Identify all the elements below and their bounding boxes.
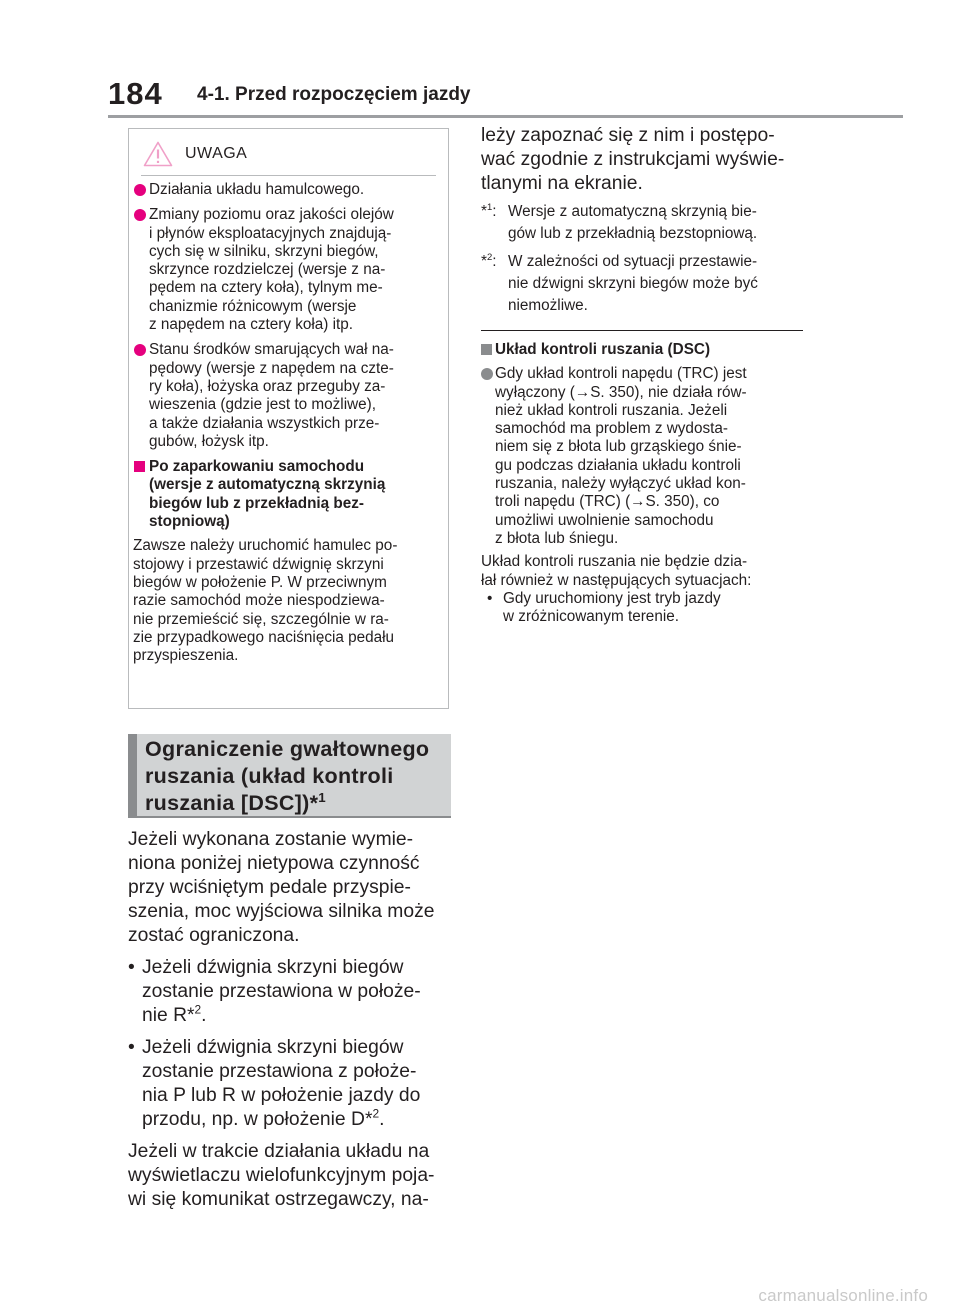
text-line-text: nie R* — [142, 1005, 195, 1026]
text-line: wieszenia (gdzie jest to możliwe), — [149, 396, 376, 414]
text-line: niem się z błota lub grząskiego śnie- — [495, 438, 742, 456]
page-number: 184 — [108, 76, 163, 111]
footnote-text: niemożliwe. — [508, 297, 588, 314]
text-line: ruszania, należy wyłączyć układ kon- — [495, 475, 746, 493]
text-line: Układ kontroli ruszania nie będzie dzia- — [481, 553, 748, 571]
footnote-ref: 2 — [372, 1106, 380, 1121]
header-rule — [108, 115, 903, 118]
continuation-paragraph — [481, 124, 811, 196]
text-line: stojowy i przestawić dźwignię skrzyni — [133, 555, 384, 573]
period: . — [201, 1005, 207, 1026]
text-line: Po zaparkowaniu samochodu — [149, 458, 365, 476]
text-line: Jeżeli dźwignia skrzyni biegów — [142, 1037, 404, 1058]
text-line: umożliwi uwolnienie samochodu — [495, 511, 714, 529]
pink-bullet-icon — [134, 184, 146, 196]
text-line — [142, 1108, 458, 1132]
text-line: Działania układu hamulcowego. — [149, 181, 365, 198]
text-line: troli napędu (TRC) (→S. 350), co — [495, 493, 720, 511]
footnote-asterisk: * — [481, 203, 487, 220]
footnote-mark — [481, 201, 496, 223]
warning-header — [143, 141, 247, 167]
footnote-ref: 2 — [194, 1002, 202, 1017]
text-line-text: przodu, np. w położenie D* — [142, 1109, 373, 1130]
warning-item — [133, 341, 442, 451]
text-line: pędowy (wersje z napędem na czte- — [149, 359, 394, 377]
warning-subheading — [133, 458, 442, 531]
dsc-paragraph — [481, 553, 811, 590]
dsc-title — [481, 341, 811, 359]
text-line: cych się w silniku, skrzyni biegów, — [149, 242, 379, 260]
text-line: a także działania wszystkich prze- — [149, 414, 380, 432]
heading-line — [145, 790, 429, 817]
text-line: Jeżeli wykonana zostanie wymie- — [128, 829, 414, 850]
text-line: zie przypadkowego naciśnięcia pedału — [133, 628, 395, 646]
section-heading-box — [128, 734, 451, 816]
text-line: wyłączony (→S. 350), nie działa rów- — [495, 383, 747, 401]
left-body — [128, 828, 458, 1212]
footnote-text: Wersje z automatyczną skrzynią bie- — [508, 203, 757, 220]
heading-line-text: ruszania [DSC])* — [145, 791, 319, 815]
text-line: łał również w następujących sytuacjach: — [481, 571, 752, 589]
bullet-icon: • — [487, 589, 493, 607]
warning-box — [128, 128, 449, 709]
text-line: nie przemieścić się, szczególnie w ra- — [133, 610, 389, 628]
text-line: nież układ kontroli ruszania. Jeżeli — [495, 401, 728, 419]
footnote-2 — [481, 251, 811, 317]
text-line: zostanie przestawiona z położe- — [142, 1061, 417, 1082]
section-heading — [145, 736, 429, 817]
footnote-mark — [481, 251, 496, 273]
text-line: i płynów eksploatacyjnych znajdują- — [149, 224, 392, 242]
footnote-text: W zależności od sytuacji przestawie- — [508, 253, 758, 270]
dsc-item — [481, 365, 811, 548]
watermark: carmanualsonline.info — [758, 1286, 928, 1305]
text-line: Gdy układ kontroli napędu (TRC) jest — [495, 365, 747, 383]
section-title: 4-1. Przed rozpoczęciem jazdy — [197, 84, 471, 105]
footnote-ref: 1 — [318, 789, 326, 805]
text-line: samochód ma problem z wydosta- — [495, 420, 728, 438]
dsc-sub-item — [481, 590, 811, 627]
text-line: Stanu środków smarujących wał na- — [149, 341, 394, 359]
text-line: ry koła), łożyska oraz przeguby za- — [149, 377, 386, 395]
heading-underline — [128, 816, 451, 818]
warning-item — [133, 181, 442, 199]
pink-bullet-icon — [134, 209, 146, 221]
text-line: tlanymi na ekranie. — [481, 173, 643, 194]
bullet-icon: • — [128, 957, 135, 978]
text-line: gu podczas działania układu kontroli — [495, 456, 741, 474]
text-line: biegów w położenie P. W przeciwnym — [133, 573, 387, 591]
list-item — [128, 1036, 458, 1132]
grey-bullet-icon — [481, 368, 493, 380]
text-line: Zawsze należy uruchomić hamulec po- — [133, 537, 398, 555]
period: . — [379, 1109, 385, 1130]
text-line: z napędem na cztery koła) itp. — [149, 316, 354, 334]
warning-body — [133, 181, 442, 665]
text-line: Układ kontroli ruszania (DSC) — [495, 341, 711, 358]
text-line: skrzynce rozdzielczej (wersje z na- — [149, 261, 386, 279]
text-line: szenia, moc wyjściowa silnika może — [128, 901, 435, 922]
warning-triangle-icon — [143, 141, 173, 167]
text-line: Zmiany poziomu oraz jakości olejów — [149, 206, 394, 224]
right-body — [481, 124, 811, 196]
footnote-asterisk: * — [481, 253, 487, 270]
text-line: Jeżeli dźwignia skrzyni biegów — [142, 957, 404, 978]
footnote-text: gów lub z przekładnią bezstopniową. — [508, 225, 758, 242]
warning-paragraph — [133, 537, 442, 665]
text-line: z błota lub śniegu. — [495, 529, 619, 547]
footnote-1 — [481, 201, 811, 245]
text-line: przy wciśniętym pedale przyspie- — [128, 877, 411, 898]
warning-rule — [141, 175, 436, 176]
dsc-section — [481, 341, 811, 626]
pink-bullet-icon — [134, 344, 146, 356]
text-line: chanizmie różnicowym (wersje — [149, 297, 357, 315]
footnote-number: 1 — [486, 201, 493, 213]
text-line: (wersje z automatyczną skrzynią — [149, 476, 386, 494]
text-line: w zróżnicowanym terenie. — [503, 608, 679, 626]
text-line: wi się komunikat ostrzegawczy, na- — [128, 1189, 429, 1210]
text-line: leży zapoznać się z nim i postępo- — [481, 125, 775, 146]
list-item — [128, 956, 458, 1028]
text-line: Jeżeli w trakcie działania układu na — [128, 1141, 430, 1162]
text-line: przyspieszenia. — [133, 647, 239, 665]
text-line: wać zgodnie z instrukcjami wyświe- — [481, 149, 785, 170]
text-line: razie samochód może niespodziewa- — [133, 592, 385, 610]
text-line: stopniową) — [149, 513, 230, 531]
footnote-text: nie dźwigni skrzyni biegów może być — [508, 275, 758, 292]
text-line: zostanie przestawiona w położe- — [142, 981, 421, 1002]
warning-item — [133, 206, 442, 334]
footnote-number: 2 — [486, 251, 493, 263]
text-line: gubów, łożysk itp. — [149, 432, 269, 450]
text-line: pędem na cztery koła), tylnym me- — [149, 279, 383, 297]
text-line: biegów lub z przekładnią bez- — [149, 494, 365, 512]
text-line: nia P lub R w położenie jazdy do — [142, 1085, 421, 1106]
text-line: niona poniżej nietypowa czynność — [128, 853, 420, 874]
footnote-colon: : — [492, 253, 497, 270]
warning-title: UWAGA — [185, 145, 248, 162]
text-line: Gdy uruchomiony jest tryb jazdy — [503, 589, 721, 607]
text-line: wyświetlaczu wielofunkcyjnym poja- — [128, 1165, 435, 1186]
outro-paragraph — [128, 1140, 458, 1212]
grey-square-bullet-icon — [481, 344, 492, 355]
text-line: zostać ograniczona. — [128, 925, 300, 946]
footnote-colon: : — [492, 203, 497, 220]
bullet-icon: • — [128, 1037, 135, 1058]
intro-paragraph — [128, 828, 458, 948]
pink-square-bullet-icon — [134, 461, 145, 472]
text-line — [142, 1004, 458, 1028]
heading-line: Ograniczenie gwałtownego — [145, 737, 430, 761]
right-divider — [481, 330, 803, 331]
heading-line: ruszania (układ kontroli — [145, 764, 394, 788]
